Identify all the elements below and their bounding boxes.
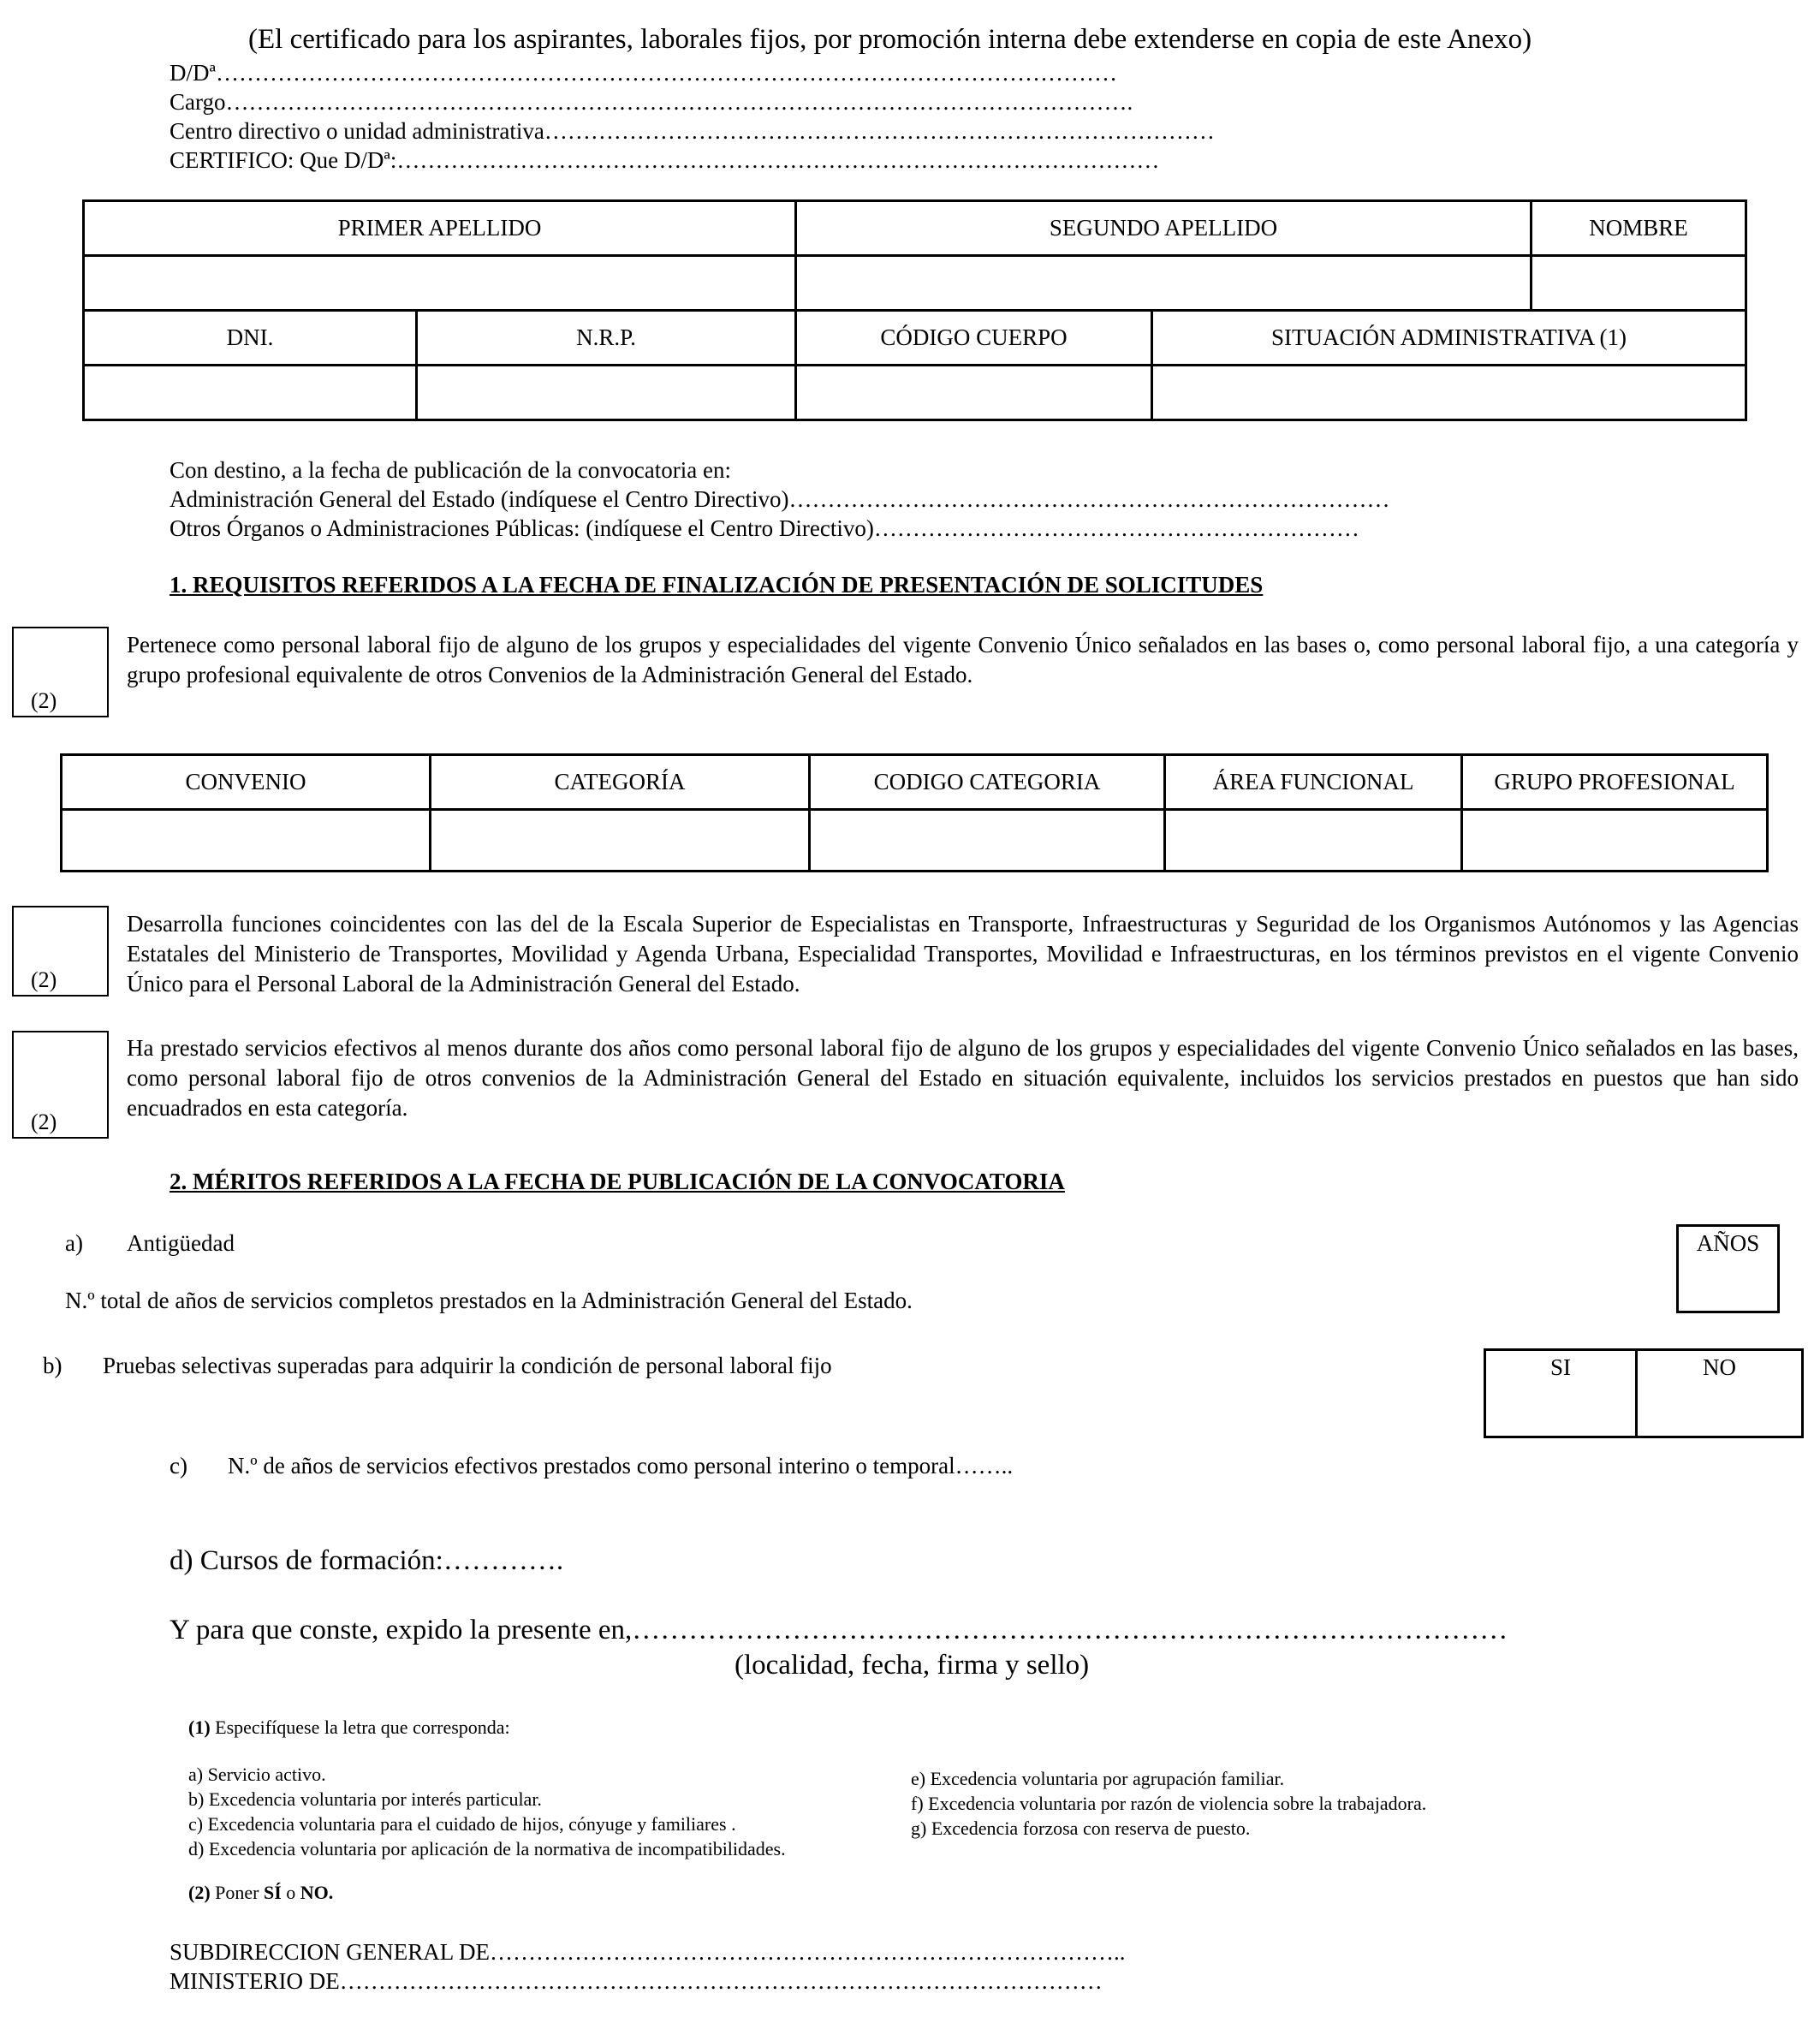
footnote-item: b) Excedencia voluntaria por interés particular.: [188, 1788, 542, 1810]
antiguedad-label: Antigüedad: [127, 1230, 235, 1256]
footnote-item: g) Excedencia forzosa con reserva de puesto.: [911, 1818, 1251, 1839]
requisito2-text: Desarrolla funciones coincidentes con las del de la Escala Superior de Especialistas en Transporte, Infraestructuras y Seguridad de los Organismos Autónomos y las Agencias Estatales del Ministerio de Transportes, Movilidad y Agenda Urbana, Especialidad Transportes, Movilidad e Infraestructuras, en los términos previstos en el vigente Convenio Único para el Personal Laboral de la Administración General del Estado.: [127, 911, 1799, 997]
footnote-1-mark: (1): [188, 1717, 211, 1738]
no-box[interactable]: [1635, 1348, 1804, 1438]
segundo-apellido-field[interactable]: [796, 256, 1532, 311]
footnote-2-text-b: o: [281, 1882, 300, 1903]
no-label: NO: [1703, 1354, 1736, 1380]
item-b-letter: b): [43, 1353, 62, 1378]
nrp-header: N.R.P.: [417, 311, 796, 366]
requisito1-checkbox[interactable]: [12, 627, 109, 717]
centro-line: Centro directivo o unidad administrativa……………………………………………………………………………: [170, 118, 1215, 144]
footnote-2-si: SÍ: [263, 1882, 282, 1903]
certifico-line: CERTIFICO: Que D/Dª:………………………………………………………………………………………: [170, 147, 1160, 173]
requisito2-checkbox[interactable]: [12, 906, 109, 997]
dni-field[interactable]: [84, 366, 417, 420]
dni-header: DNI.: [84, 311, 417, 366]
subdireccion-line: SUBDIRECCION GENERAL DE………………………………………………………………………..: [170, 1939, 1126, 1965]
section2-title: 2. MÉRITOS REFERIDOS A LA FECHA DE PUBLICACIÓN DE LA CONVOCATORIA: [170, 1169, 1065, 1194]
footnote-item: c) Excedencia voluntaria para el cuidado de hijos, cónyuge y familiares .: [188, 1813, 736, 1835]
section1-title: 1. REQUISITOS REFERIDOS A LA FECHA DE FINALIZACIÓN DE PRESENTACIÓN DE SOLICITUDES: [170, 572, 1264, 598]
footnote-ref: (2): [31, 1110, 57, 1134]
codigo-categoria-header: CODIGO CATEGORIA: [810, 755, 1165, 810]
codigo-cuerpo-field[interactable]: [796, 366, 1152, 420]
footnote-item: f) Excedencia voluntaria por razón de violencia sobre la trabajadora.: [911, 1793, 1427, 1814]
si-label: SI: [1549, 1354, 1571, 1380]
pruebas-selectivas-label: Pruebas selectivas superadas para adquirir la condición de personal laboral fijo: [103, 1353, 832, 1378]
situacion-administrativa-header: SITUACIÓN ADMINISTRATIVA (1): [1152, 311, 1746, 366]
situacion-administrativa-field[interactable]: [1152, 366, 1746, 420]
cargo-line: Cargo……………………………………………………………………………………………………….: [170, 89, 1133, 115]
footnote-ref: (2): [31, 688, 57, 713]
categoria-field[interactable]: [431, 810, 810, 872]
convenio-header: CONVENIO: [62, 755, 431, 810]
personal-data-table: [82, 199, 1747, 421]
cursos-formacion: d) Cursos de formación:………….: [170, 1545, 564, 1576]
footnote-2: [188, 1880, 333, 1905]
categoria-header: CATEGORÍA: [431, 755, 810, 810]
footnote-1: [188, 1715, 510, 1740]
nombre-header: NOMBRE: [1532, 201, 1746, 256]
requisito3-checkbox[interactable]: [12, 1031, 109, 1139]
footnote-2-text-a: Poner: [210, 1882, 264, 1903]
destino-age: Administración General del Estado (indíquese el Centro Directivo)……………………………………………………………………: [170, 486, 1390, 512]
requisito3-text: Ha prestado servicios efectivos al menos durante dos años como personal laboral fijo de alguno de los grupos y especialidades del vigente Convenio Único señalados en las bases, como personal laboral fijo de otros convenios de la Administración General del Estado en situación equivalente, incluidos los servicios prestados en puestos que han sido encuadrados en esta categoría.: [127, 1035, 1799, 1121]
requisito1-text: Pertenece como personal laboral fijo de alguno de los grupos y especialidades del vigente Convenio Único señalados en las bases o, como personal laboral fijo, a una categoría y grupo profesional equivalente de otros Convenios de la Administración General del Estado.: [127, 632, 1799, 687]
anos-box[interactable]: [1676, 1224, 1780, 1313]
servicios-interino-label: N.º de años de servicios efectivos prestados como personal interino o temporal……..: [228, 1453, 1014, 1479]
primer-apellido-header: PRIMER APELLIDO: [84, 201, 796, 256]
grupo-profesional-header: GRUPO PROFESIONAL: [1462, 755, 1768, 810]
footnote-item: e) Excedencia voluntaria por agrupación familiar.: [911, 1768, 1285, 1789]
primer-apellido-field[interactable]: [84, 256, 796, 311]
area-funcional-header: ÁREA FUNCIONAL: [1165, 755, 1462, 810]
footnote-2-no: NO.: [300, 1882, 334, 1903]
destino-otros: Otros Órganos o Administraciones Públicas: (indíquese el Centro Directivo)………………………………………………………: [170, 515, 1359, 541]
antiguedad-description: N.º total de años de servicios completos prestados en la Administración General del Estado.: [65, 1288, 913, 1313]
grupo-profesional-field[interactable]: [1462, 810, 1768, 872]
footnote-right-list: [911, 1766, 1426, 1841]
segundo-apellido-header: SEGUNDO APELLIDO: [796, 201, 1532, 256]
certificate-note: (El certificado para los aspirantes, laborales fijos, por promoción interna debe extenderse en copia de este Anexo): [248, 24, 1532, 55]
anos-label: AÑOS: [1696, 1230, 1760, 1256]
nombre-field[interactable]: [1532, 256, 1746, 311]
footnote-1-text: Especifíquese la letra que corresponda:: [210, 1717, 510, 1738]
footnote-2-mark: (2): [188, 1882, 211, 1903]
footnote-item: a) Servicio activo.: [188, 1764, 326, 1785]
item-a-letter: a): [65, 1230, 83, 1256]
firma-line: (localidad, fecha, firma y sello): [735, 1650, 1090, 1681]
item-c-letter: c): [170, 1453, 187, 1479]
dd-line: D/Dª………………………………………………………………………………………………………: [170, 60, 1117, 86]
nrp-field[interactable]: [417, 366, 796, 420]
footnote-item: d) Excedencia voluntaria por aplicación de la normativa de incompatibilidades.: [188, 1838, 786, 1859]
footnote-ref: (2): [31, 967, 57, 992]
convenio-field[interactable]: [62, 810, 431, 872]
destino-intro: Con destino, a la fecha de publicación de la convocatoria en:: [170, 457, 731, 483]
convenio-table: [60, 753, 1769, 872]
codigo-categoria-field[interactable]: [810, 810, 1165, 872]
area-funcional-field[interactable]: [1165, 810, 1462, 872]
ministerio-line: MINISTERIO DE………………………………………………………………………………………: [170, 1968, 1103, 1994]
si-box[interactable]: [1484, 1348, 1638, 1438]
codigo-cuerpo-header: CÓDIGO CUERPO: [796, 311, 1152, 366]
expido-line: Y para que conste, expido la presente en,…………………………………………………………………………………: [170, 1615, 1508, 1645]
footnote-left-list: [188, 1762, 786, 1861]
